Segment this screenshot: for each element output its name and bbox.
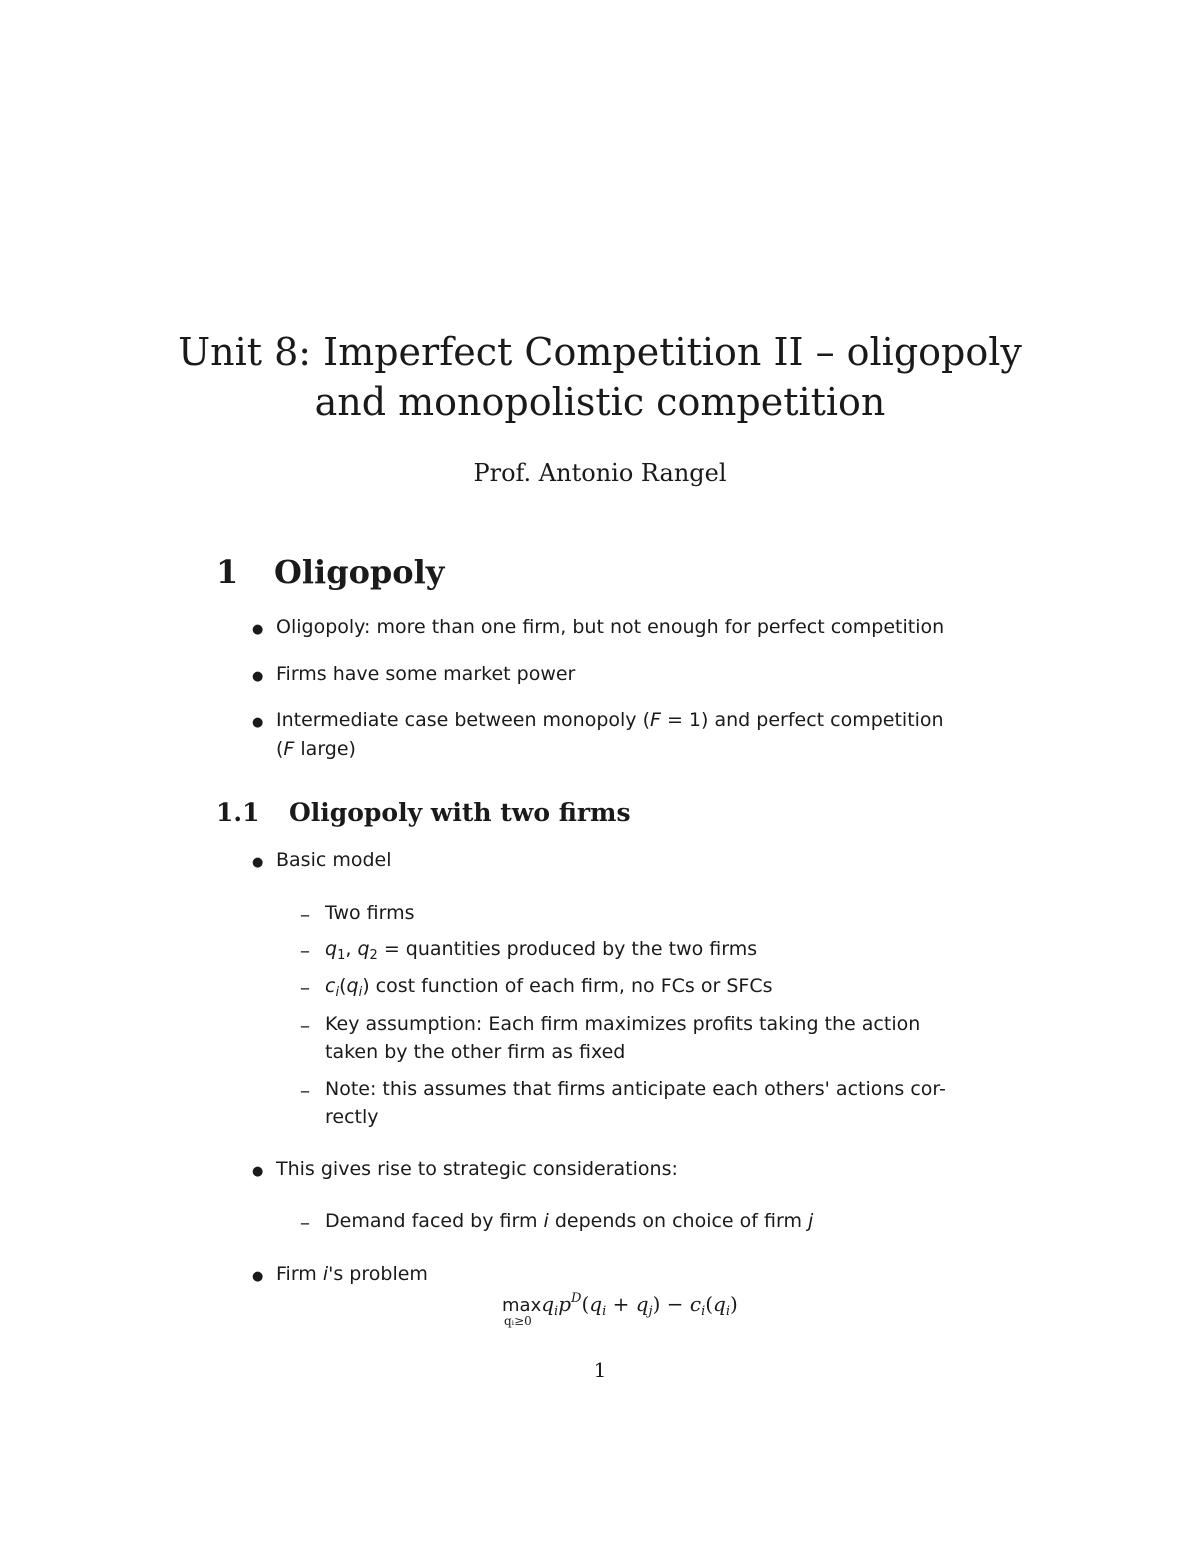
bullet-marker: ●: [252, 669, 264, 684]
dash-marker: –: [300, 902, 310, 926]
bullet-firm-problem: Firm i's problem: [276, 1263, 428, 1285]
bullet-market-power: Firms have some market power: [276, 663, 576, 685]
bullet-marker: ●: [252, 1269, 264, 1284]
bullet-marker: ●: [252, 855, 264, 870]
author: Prof. Antonio Rangel: [473, 459, 727, 487]
section-1-title: Oligopoly: [274, 553, 445, 591]
item-cost-function: $c_i(q_i)$ cost function of each firm, no FCs or SFCs: [325, 975, 773, 1000]
section-1-1-number: 1.1: [216, 798, 260, 827]
bullet-oligopoly-definition: Oligopoly: more than one firm, but not enough for perfect competition: [276, 616, 945, 638]
max-operator: max: [502, 1295, 542, 1316]
bullet-marker: ●: [252, 622, 264, 637]
section-1-1-title: Oligopoly with two firms: [289, 798, 631, 827]
max-constraint: qᵢ≥0: [504, 1314, 532, 1328]
item-demand-faced: Demand faced by firm i depends on choice of firm j: [325, 1210, 814, 1232]
item-note-line-2: rectly: [325, 1106, 379, 1128]
dash-marker: –: [300, 975, 310, 999]
dash-marker: –: [300, 1210, 310, 1234]
bullet-basic-model: Basic model: [276, 849, 392, 871]
bullet-strategic-considerations: This gives rise to strategic considerations:: [276, 1158, 678, 1180]
page-number: 1: [593, 1358, 607, 1382]
title-line-1: Unit 8: Imperfect Competition II – oligopoly: [178, 330, 1022, 374]
dash-marker: –: [300, 938, 310, 962]
profit-maximization-equation: max qᵢ≥0 $q_ip^D(q_i + q_j) - c_i(q_i)$: [502, 1291, 738, 1328]
item-two-firms: Two firms: [325, 902, 415, 924]
title-line-2: and monopolistic competition: [314, 380, 886, 424]
section-1-number: 1: [216, 553, 239, 591]
item-note-line-1: Note: this assumes that firms anticipate each others' actions cor-: [325, 1078, 946, 1100]
item-key-assumption-line-1: Key assumption: Each firm maximizes profits taking the action: [325, 1013, 921, 1035]
bullet-intermediate-case-line-2: (F large): [276, 738, 356, 760]
bullet-marker: ●: [252, 715, 264, 730]
bullet-intermediate-case-line-1: Intermediate case between monopoly (F = 1) and perfect competition: [276, 709, 944, 731]
dash-marker: –: [300, 1078, 310, 1102]
item-quantities: $q_1$, $q_2$ = quantities produced by the two firms: [325, 938, 758, 963]
bullet-marker: ●: [252, 1164, 264, 1179]
item-key-assumption-line-2: taken by the other firm as fixed: [325, 1041, 626, 1063]
dash-marker: –: [300, 1013, 310, 1037]
